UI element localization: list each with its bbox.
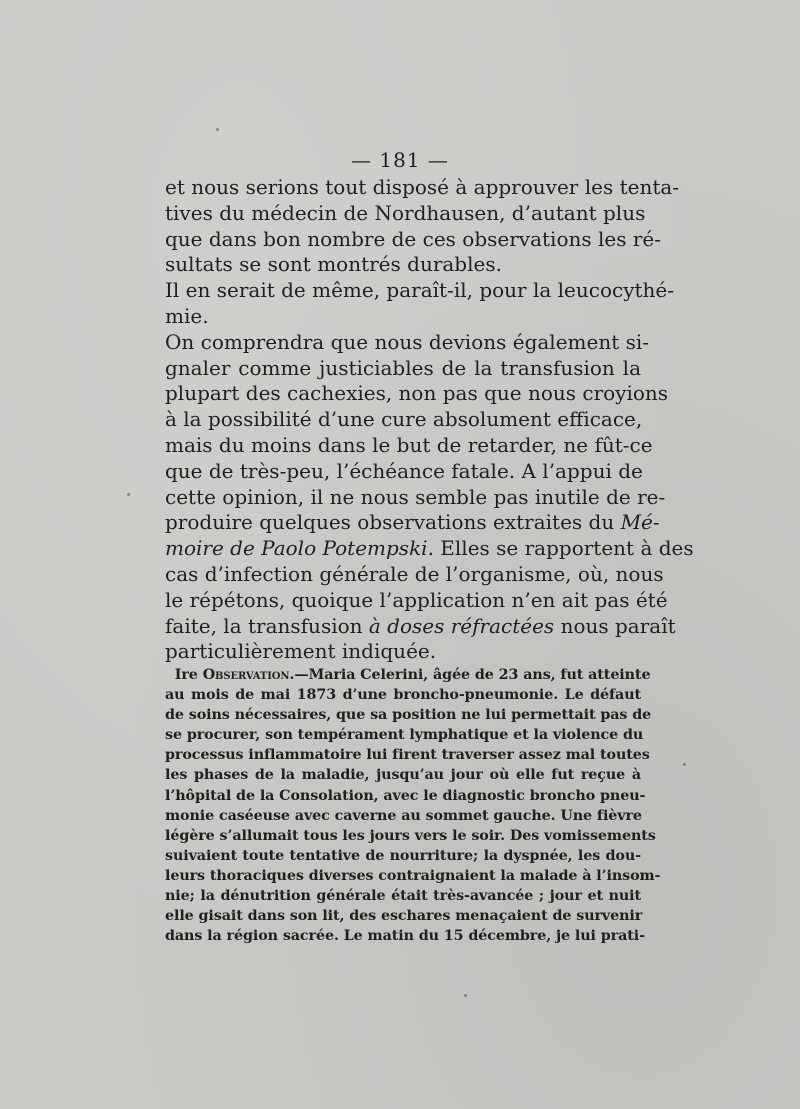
- text-line: leurs thoraciques diverses contraignaient la malade à l’insom-: [165, 867, 661, 884]
- text-line: [165, 536, 694, 562]
- text-line: le répétons, quoique l’application n’en ait pas été: [165, 587, 668, 612]
- text-line: au mois de mai 1873 d’une broncho-pneumonie. Le défaut: [165, 687, 641, 704]
- text-line: les phases de la maladie, jusqu’au jour où elle fut reçue à: [165, 767, 641, 784]
- text-line: que de très-peu, l’échéance fatale. A l’appui de: [165, 458, 643, 483]
- text-fragment: nous paraît: [560, 613, 676, 638]
- text-line: Il en serait de même, paraît-il, pour la leucocythé-: [165, 278, 675, 303]
- italic-fragment: Mé-: [620, 510, 660, 535]
- text-line: dans la région sacrée. Le matin du 15 décembre, je lui prati-: [165, 928, 645, 945]
- ink-speck: [464, 994, 467, 997]
- text-line: l’hôpital de la Consolation, avec le diagnostic broncho pneu-: [165, 787, 646, 804]
- text-line: sultats se sont montrés durables.: [165, 252, 502, 277]
- italic-fragment: à doses réfractées: [368, 613, 555, 638]
- text-fragment: faite, la transfusion: [165, 613, 363, 638]
- text-line: processus inflammatoire lui firent traverser assez mal toutes: [165, 747, 650, 764]
- observation-first-line: [165, 665, 651, 685]
- observation-heading: Observation.: [202, 667, 295, 683]
- text-line: que dans bon nombre de ces observations les ré-: [165, 226, 661, 251]
- text-line: elle gisait dans son lit, des eschares menaçaient de survenir: [165, 908, 643, 925]
- text-fragment: Elles se rapportent à des: [440, 536, 694, 561]
- text-line: [165, 613, 676, 640]
- text-line: mie.: [165, 303, 209, 328]
- ink-speck: [216, 128, 219, 131]
- text-line: et nous serions tout disposé à approuver les tenta-: [165, 175, 680, 199]
- observation-number: Ire: [174, 667, 198, 683]
- italic-fragment: moire de Paolo Potempski.: [165, 536, 434, 561]
- text-line: se procurer, son tempérament lymphatique et la violence du: [165, 727, 644, 744]
- text-line: légère s’allumait tous les jours vers le soir. Des vomissements: [165, 827, 656, 844]
- text-fragment: —Maria Celerini, âgée de 23 ans, fut atteinte: [294, 667, 651, 683]
- text-line: particulièrement indiquée.: [165, 639, 437, 664]
- text-line: cas d’infection générale de l’organisme, où, nous: [165, 561, 664, 586]
- text-line: suivaient toute tentative de nourriture; la dyspnée, les dou-: [165, 847, 641, 864]
- ink-speck: [127, 493, 130, 496]
- text-line: [165, 510, 660, 536]
- text-line: mais du moins dans le but de retarder, ne fût-ce: [165, 432, 653, 457]
- text-line: monie caséeuse avec caverne au sommet gauche. Une fièvre: [165, 807, 642, 824]
- text-line: à la possibilité d’une cure absolument efficace,: [165, 407, 643, 432]
- text-fragment: produire quelques observations extraites du: [165, 510, 615, 535]
- text-line: plupart des cachexies, non pas que nous croyions: [165, 381, 669, 406]
- text-line: tives du médecin de Nordhausen, d’autant plus: [165, 200, 646, 225]
- text-line: cette opinion, il ne nous semble pas inutile de re-: [165, 484, 666, 509]
- text-line: On comprendra que nous devions également si-: [165, 329, 650, 354]
- observation-block: [165, 665, 661, 946]
- ink-speck: [683, 763, 686, 766]
- text-line: gnaler comme justiciables de la transfusion la: [165, 355, 641, 380]
- text-line: nie; la dénutrition générale était très-avancée ; jour et nuit: [165, 888, 641, 905]
- page-number: — 181 —: [351, 148, 449, 172]
- main-text: [165, 175, 694, 665]
- text-line: de soins nécessaires, que sa position ne lui permettait pas de: [165, 707, 652, 724]
